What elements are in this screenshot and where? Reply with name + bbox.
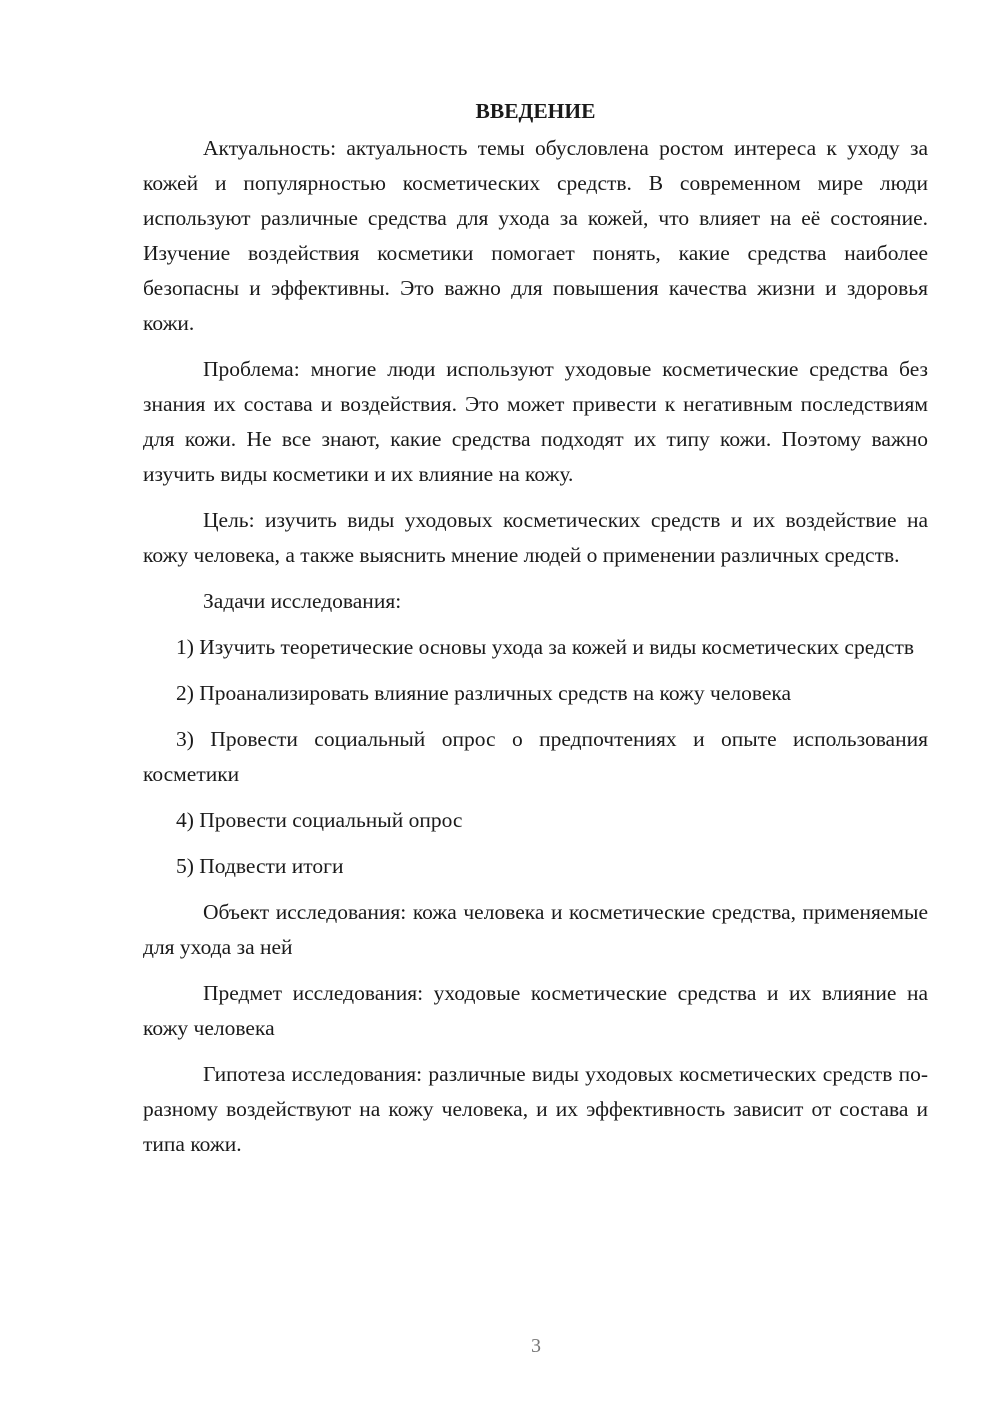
goal-paragraph: Цель: изучить виды уходовых косметических средств и их воздействие на кожу человека, а также выяснить мнение людей о применении различных средств.: [143, 508, 928, 567]
task-item-2: 2) Проанализировать влияние различных средств на кожу человека: [176, 681, 792, 705]
page-number: 3: [531, 1335, 541, 1357]
task-item-1: 1) Изучить теоретические основы ухода за кожей и виды косметических средств: [176, 635, 915, 659]
page-title: ВВЕДЕНИЕ: [475, 99, 596, 123]
task-item-4: 4) Провести социальный опрос: [176, 808, 463, 832]
object-paragraph: Объект исследования: кожа человека и косметические средства, применяемые для ухода за ней: [143, 900, 928, 959]
hypothesis-paragraph: Гипотеза исследования: различные виды уходовых косметических средств по-разному воздействуют на кожу человека, и их эффективность зависит от состава и типа кожи.: [143, 1062, 928, 1156]
subject-paragraph: Предмет исследования: уходовые косметические средства и их влияние на кожу человека: [143, 981, 928, 1040]
relevance-paragraph: Актуальность: актуальность темы обусловлена ростом интереса к уходу за кожей и популярностью косметических средств. В современном мире люди используют различные средства для ухода за кожей, что влияет на её состояние. Изучение воздействия косметики помогает понять, какие средства наиболее безопасны и эффективны. Это важно для повышения качества жизни и здоровья кожи.: [143, 136, 928, 335]
page-content: [143, 96, 928, 1173]
tasks-heading: Задачи исследования:: [203, 589, 402, 613]
task-item-5: 5) Подвести итоги: [176, 854, 344, 878]
task-item-3: 3) Провести социальный опрос о предпочтениях и опыте использования косметики: [143, 727, 928, 786]
problem-paragraph: Проблема: многие люди используют уходовые косметические средства без знания их состава и воздействия. Это может привести к негативным последствиям для кожи. Не все знают, какие средства подходят их типу кожи. Поэтому важно изучить виды косметики и их влияние на кожу.: [143, 357, 928, 486]
